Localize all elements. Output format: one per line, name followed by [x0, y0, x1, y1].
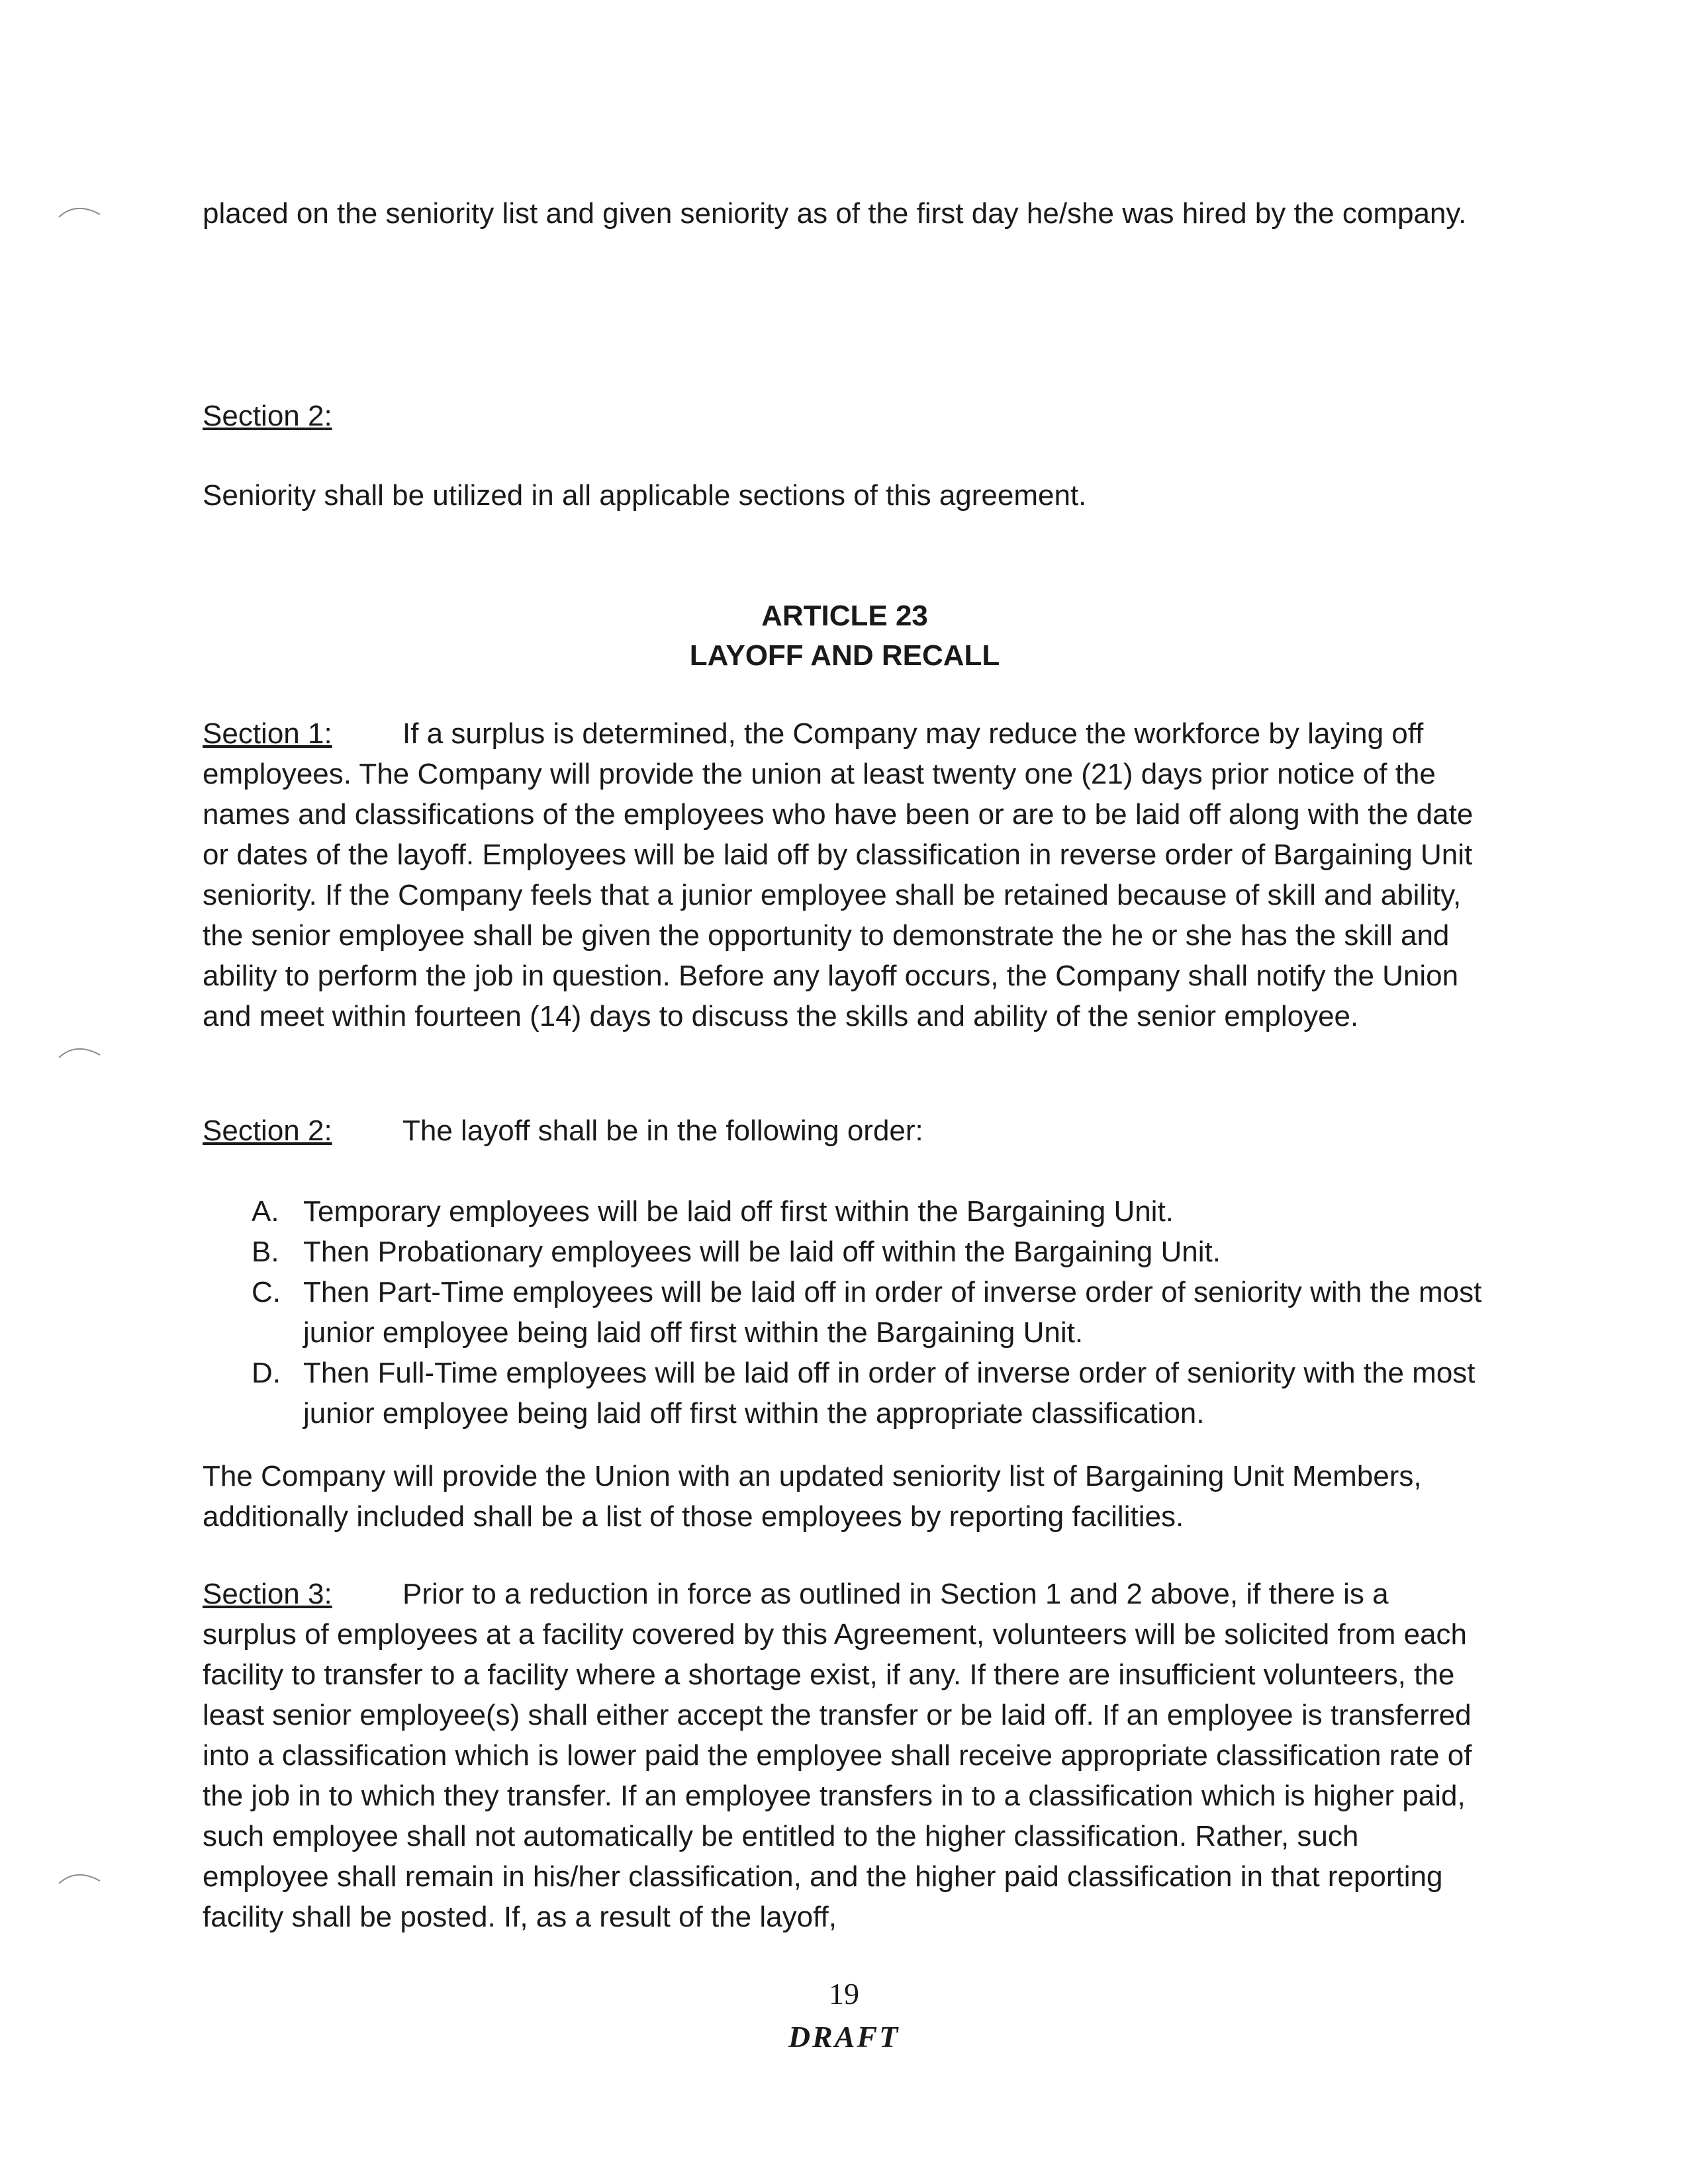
top-paragraph: placed on the seniority list and given seniority as of the first day he/she was hired by the company. [203, 197, 1467, 230]
list-marker: B. [252, 1236, 279, 1268]
layoff-section-3 [203, 1574, 1487, 1937]
list-marker: A. [252, 1195, 279, 1228]
section-3-text: Prior to a reduction in force as outlined in Section 1 and 2 above, if there is a surplus of employees at a facility covered by this Agreement, volunteers will be solicited from each facility to transfer to a facility where a shortage exist, if any. If there are insufficient volunteers, the least senior employee(s) shall either accept the transfer or be laid off. If an employee is transferred into a classification which is lower paid the employee shall receive appropriate classification rate of the job in to which they transfer. If an employee transfers in to a classification which is higher paid, such employee shall not automatically be entitled to the higher classification. Rather, such employee shall remain in his/her classification, and the higher paid classification in that reporting facility shall be posted. If, as a result of the layoff, [203, 1578, 1472, 1933]
section-3-label: Section 3: [203, 1578, 332, 1610]
binder-hole-mark [56, 200, 103, 220]
layoff-order-list [252, 1191, 1489, 1433]
section-2-label: Section 2: [203, 1115, 332, 1147]
list-marker: C. [252, 1276, 281, 1308]
section-2-heading: Section 2: [203, 400, 332, 432]
list-item-text: Temporary employees will be laid off first within the Bargaining Unit. [303, 1195, 1174, 1228]
binder-hole-mark [56, 1866, 103, 1886]
section-2-intro: The layoff shall be in the following order: [402, 1115, 923, 1147]
list-item-text: Then Full-Time employees will be laid off in order of inverse order of seniority with the most junior employee being laid off first within the appropriate classification. [303, 1357, 1476, 1430]
binder-hole-mark [56, 1040, 103, 1060]
list-item [252, 1191, 1489, 1232]
list-item-text: Then Part-Time employees will be laid off in order of inverse order of seniority with the most junior employee being laid off first within the Bargaining Unit. [303, 1276, 1482, 1349]
list-item [252, 1353, 1489, 1433]
layoff-section-2 [203, 1111, 1487, 1151]
article-number: ARTICLE 23 [761, 600, 928, 632]
list-marker: D. [252, 1357, 281, 1389]
article-title: LAYOFF AND RECALL [689, 639, 1000, 672]
seniority-list-paragraph: The Company will provide the Union with an updated seniority list of Bargaining Unit Members, additionally included shall be a list of those employees by reporting facilities. [203, 1460, 1422, 1533]
draft-watermark: DRAFT [788, 2020, 900, 2054]
list-item-text: Then Probationary employees will be laid off within the Bargaining Unit. [303, 1236, 1221, 1268]
list-item [252, 1272, 1489, 1353]
list-item [252, 1232, 1489, 1272]
page-number: 19 [829, 1977, 859, 2011]
section-2-text: Seniority shall be utilized in all applicable sections of this agreement. [203, 479, 1087, 512]
section-1-label: Section 1: [203, 717, 332, 750]
section-1-text: If a surplus is determined, the Company may reduce the workforce by laying off employees. The Company will provide the union at least twenty one (21) days prior notice of the names and classifications of the employees who have been or are to be laid off along with the date or dates of the layoff. Employees will be laid off by classification in reverse order of Bargaining Unit seniority. If the Company feels that a junior employee shall be retained because of skill and ability, the senior employee shall be given the opportunity to demonstrate the he or she has the skill and ability to perform the job in question. Before any layoff occurs, the Company shall notify the Union and meet within fourteen (14) days to discuss the skills and ability of the senior employee. [203, 717, 1474, 1032]
layoff-section-1 [203, 713, 1487, 1036]
